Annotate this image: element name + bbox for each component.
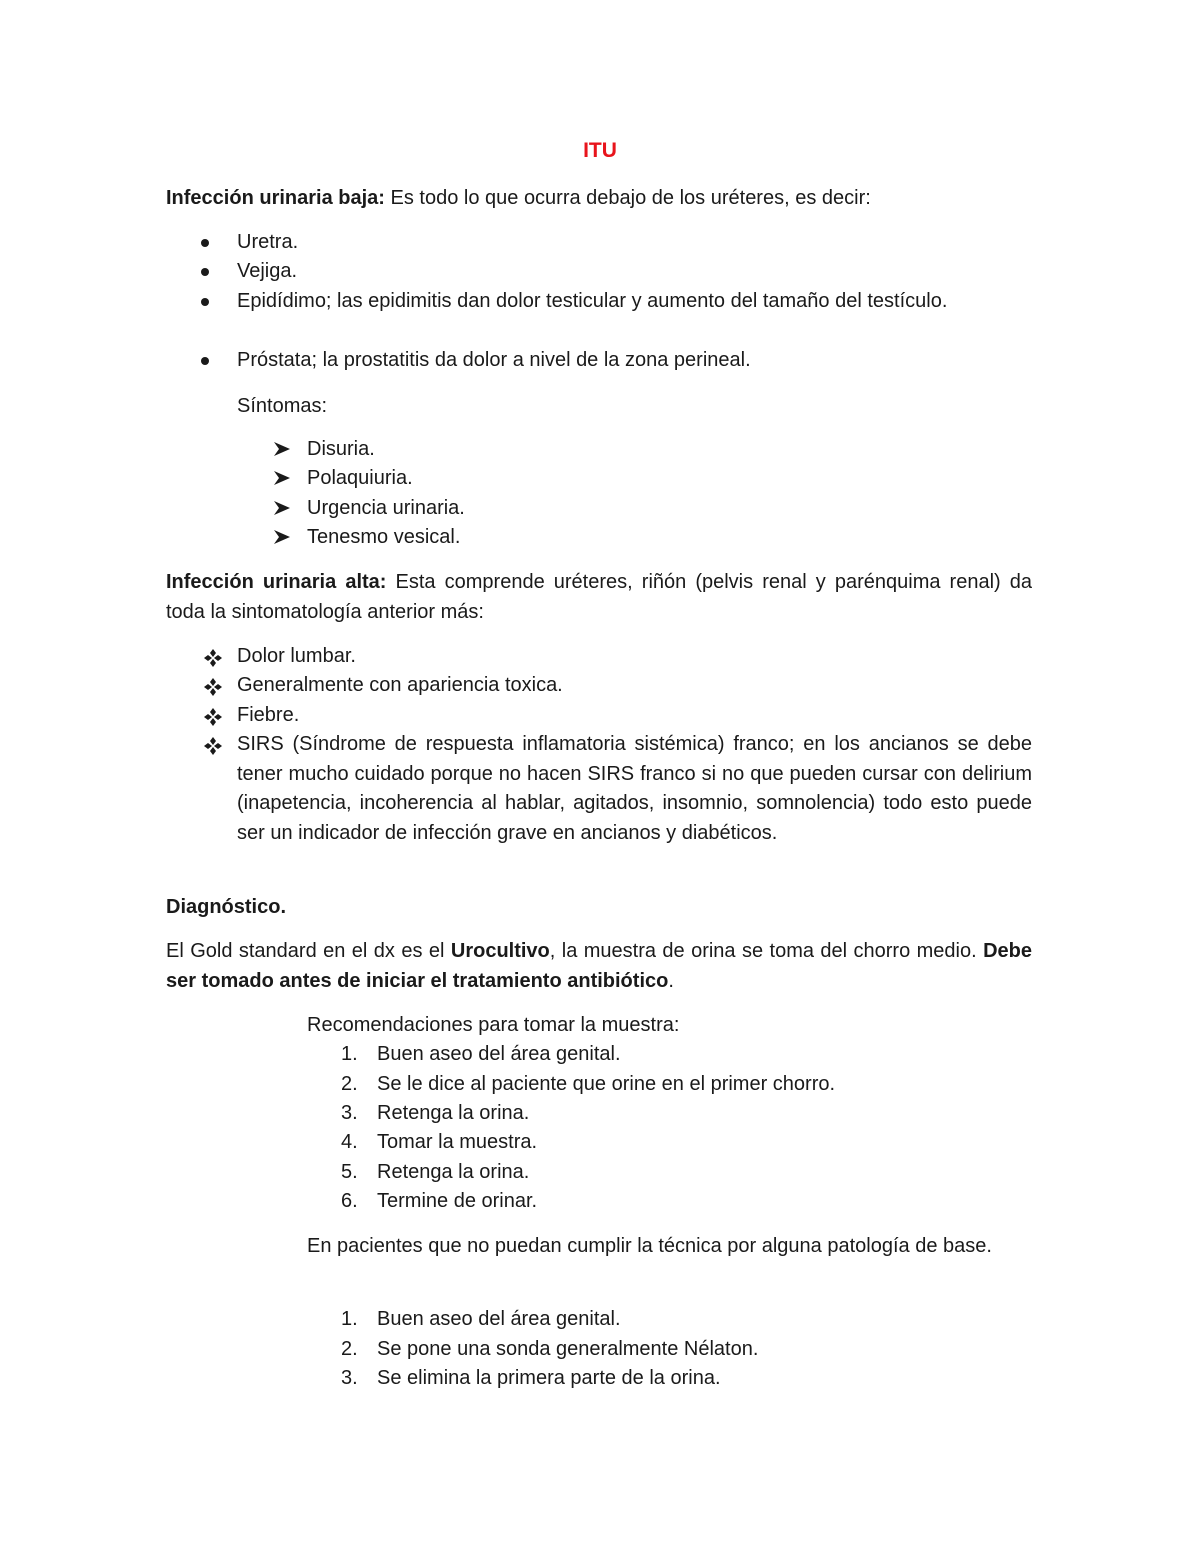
rec-number: 2. bbox=[341, 1073, 358, 1095]
baja-item-3: Epidídimo; las epidimitis dan dolor testicular y aumento del tamaño del testículo. bbox=[237, 290, 948, 312]
rec-item-3: Retenga la orina. bbox=[377, 1102, 530, 1124]
p2-item-1: Buen aseo del área genital. bbox=[377, 1308, 621, 1330]
p2-item-2: Se pone una sonda generalmente Nélaton. bbox=[377, 1338, 759, 1360]
p2-number: 3. bbox=[341, 1367, 358, 1389]
diagnostico-heading: Diagnóstico. bbox=[166, 896, 287, 918]
diamond-bullet-icon bbox=[203, 736, 223, 756]
recomendaciones-label: Recomendaciones para tomar la muestra: bbox=[307, 1014, 680, 1036]
alta-label: Infección urinaria alta: bbox=[166, 571, 387, 593]
alta-item-1: Dolor lumbar. bbox=[237, 645, 356, 667]
arrow-bullet-icon bbox=[273, 441, 291, 457]
arrow-bullet-icon bbox=[273, 529, 291, 545]
diagnostico-paragraph bbox=[166, 937, 1032, 996]
sintoma-item-4: Tenesmo vesical. bbox=[307, 526, 461, 548]
bullet-icon bbox=[201, 357, 209, 365]
rec-number: 6. bbox=[341, 1190, 358, 1212]
pacientes-paragraph: En pacientes que no puedan cumplir la técnica por alguna patología de base. bbox=[307, 1235, 992, 1257]
p2-number: 1. bbox=[341, 1308, 358, 1330]
alta-paragraph bbox=[166, 568, 1032, 627]
baja-label: Infección urinaria baja: bbox=[166, 187, 385, 209]
bullet-icon bbox=[201, 268, 209, 276]
diagnostico-text-c: , la muestra de orina se toma del chorro medio. bbox=[549, 940, 984, 962]
alta-text: Esta comprende uréteres, riñón (pelvis renal y parénquima renal) da toda la sintomatología anterior más: bbox=[166, 571, 1033, 623]
sintoma-item-3: Urgencia urinaria. bbox=[307, 497, 465, 519]
rec-item-2: Se le dice al paciente que orine en el primer chorro. bbox=[377, 1073, 836, 1095]
sintoma-item-1: Disuria. bbox=[307, 438, 375, 460]
sintoma-item-2: Polaquiuria. bbox=[307, 467, 413, 489]
rec-item-1: Buen aseo del área genital. bbox=[377, 1043, 621, 1065]
baja-text: Es todo lo que ocurra debajo de los uréteres, es decir: bbox=[384, 187, 871, 209]
p2-item-3: Se elimina la primera parte de la orina. bbox=[377, 1367, 721, 1389]
document-title: ITU bbox=[583, 139, 617, 162]
rec-item-6: Termine de orinar. bbox=[377, 1190, 538, 1212]
arrow-bullet-icon bbox=[273, 470, 291, 486]
baja-item-1: Uretra. bbox=[237, 231, 299, 253]
urocultivo-term: Urocultivo bbox=[450, 940, 550, 962]
rec-item-5: Retenga la orina. bbox=[377, 1161, 530, 1183]
bullet-icon bbox=[201, 239, 209, 247]
alta-item-3: Fiebre. bbox=[237, 704, 300, 726]
baja-paragraph bbox=[166, 184, 1032, 214]
diagnostico-text-a: El Gold standard en el dx es el bbox=[166, 940, 451, 962]
diamond-bullet-icon bbox=[203, 648, 223, 668]
baja-item-4: Próstata; la prostatitis da dolor a nivel de la zona perineal. bbox=[237, 349, 751, 371]
diamond-bullet-icon bbox=[203, 707, 223, 727]
diamond-bullet-icon bbox=[203, 677, 223, 697]
diagnostico-text-e: . bbox=[668, 969, 674, 992]
rec-number: 1. bbox=[341, 1043, 358, 1065]
rec-number: 4. bbox=[341, 1131, 358, 1153]
baja-item-2: Vejiga. bbox=[237, 260, 298, 282]
rec-item-4: Tomar la muestra. bbox=[377, 1131, 538, 1153]
p2-number: 2. bbox=[341, 1338, 358, 1360]
sintomas-label: Síntomas: bbox=[237, 395, 328, 417]
arrow-bullet-icon bbox=[273, 500, 291, 516]
rec-number: 5. bbox=[341, 1161, 358, 1183]
alta-item-2: Generalmente con apariencia toxica. bbox=[237, 674, 563, 696]
diagnostico-warning: Debe ser tomado antes de iniciar el tratamiento antibiótico bbox=[166, 940, 1032, 992]
bullet-icon bbox=[201, 298, 209, 306]
alta-item-4: SIRS (Síndrome de respuesta inflamatoria sistémica) franco; en los ancianos se debe tener mucho cuidado porque no hacen SIRS franco si no que pueden cursar con delirium (inapetencia, incoherencia al hablar, agitados, insomnio, somnolencia) todo esto puede ser un indicador de infección grave en ancianos y diabéticos. bbox=[237, 733, 1032, 844]
rec-number: 3. bbox=[341, 1102, 358, 1124]
